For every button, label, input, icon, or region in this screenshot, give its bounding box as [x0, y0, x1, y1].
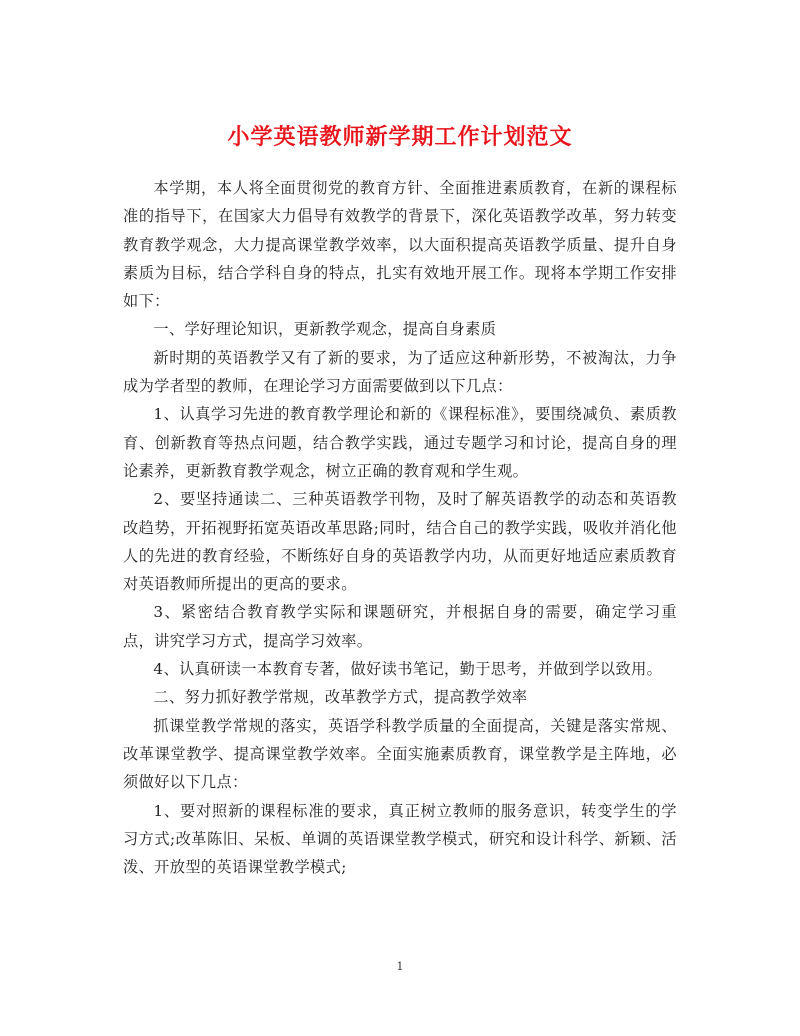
- document-title: 小学英语教师新学期工作计划范文: [227, 123, 573, 150]
- paragraph-intro: 本学期，本人将全面贯彻党的教育方针、全面推进素质教育，在新的课程标准的指导下，在国家大力倡导有效教学的背景下，深化英语教学改革，努力转变教育教学观念，大力提高课堂教学效率，以大面积提高英语教学质量、提升自身素质为目标，结合学科自身的特点，扎实有效地开展工作。现将本学期工作安排如下：: [123, 179, 677, 311]
- paragraph-item-2-1: 1、要对照新的课程标准的要求，真正树立教师的服务意识，转变学生的学习方式;改革陈旧、呆板、单调的英语课堂教学模式，研究和设计科学、新颖、活泼、开放型的英语课堂教学模式;: [123, 801, 677, 877]
- section-heading-2: 二、努力抓好教学常规，改革教学方式，提高教学效率: [153, 688, 528, 707]
- paragraph-item-1-3: 3、紧密结合教育教学实际和课题研究，并根据自身的需要，确定学习重点，讲究学习方式，提高学习效率。: [123, 603, 677, 650]
- paragraph-item-1-1: 1、认真学习先进的教育教学理论和新的《课程标准》，要围绕减负、素质教育、创新教育等热点问题，结合教学实践，通过专题学习和讨论，提高自身的理论素养，更新教育教学观念，树立正确的教育观和学生观。: [123, 405, 677, 480]
- document-body: [123, 174, 677, 881]
- paragraph-section-2-intro: 抓课堂教学常规的落实，英语学科教学质量的全面提高，关键是落实常规、改革课堂教学、提高课堂教学效率。全面实施素质教育，课堂教学是主阵地，必须做好以下几点：: [123, 716, 677, 792]
- section-heading-1: 一、学好理论知识，更新教学观念，提高自身素质: [153, 320, 497, 339]
- paragraph-item-1-4: 4、认真研读一本教育专著，做好读书笔记，勤于思考，并做到学以致用。: [153, 660, 663, 679]
- paragraph-item-1-2: 2、要坚持通读二、三种英语教学刊物，及时了解英语教学的动态和英语教改趋势，开拓视野拓宽英语改革思路;同时，结合自己的教学实践，吸收并消化他人的先进的教育经验，不断练好自身的英语教学内功，从而更好地适应素质教育对英语教师所提出的更高的要求。: [123, 490, 677, 594]
- page-number: 1: [396, 960, 404, 973]
- paragraph-section-1-intro: 新时期的英语教学又有了新的要求，为了适应这种新形势，不被淘汰，力争成为学者型的教师，在理论学习方面需要做到以下几点：: [123, 348, 677, 396]
